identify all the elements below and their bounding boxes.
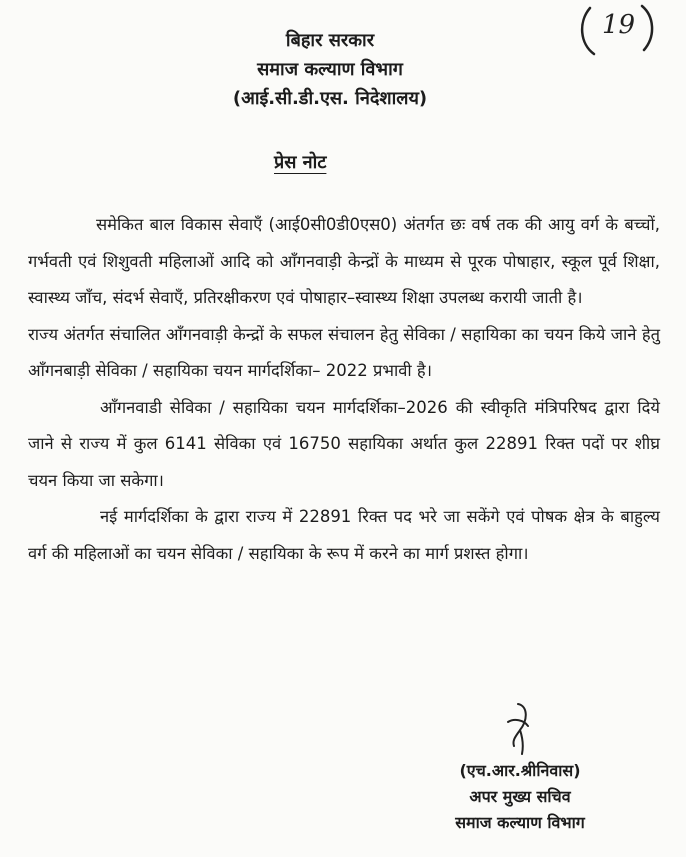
directorate-name: (आई.सी.डी.एस. निदेशालय) <box>232 88 428 109</box>
signature-icon <box>494 700 544 760</box>
signatory-block <box>420 758 620 836</box>
letterhead <box>160 26 500 113</box>
paragraph-2: राज्य अंतर्गत संचालित आँगनवाड़ी केन्द्रों के सफल संचालन हेतु सेविका / सहायिका का चयन किये जाने हेतु आँगनबाड़ी सेविका / सहायिका चयन मार्गदर्शिका– 2022 प्रभावी है। <box>28 324 660 380</box>
page-number-text: 19 <box>602 10 636 40</box>
paragraph-1: समेकित बाल विकास सेवाएँ (आई0सी0डी0एस0) अंतर्गत छः वर्ष तक की आयु वर्ग के बच्चों, गर्भवती एवं शिशुवती महिलाओं आदि को आँगनवाड़ी केन्द्रों के माध्यम से पूरक पोषाहार, स्कूल पूर्व शिक्षा, स्वास्थ्य जाँच, संदर्भ सेवाएँ, प्रतिरक्षीकरण एवं पोषाहार–स्वास्थ्य शिक्षा उपलब्ध करायी जाती है। <box>28 215 660 307</box>
press-note-body <box>28 207 660 572</box>
signatory-designation: अपर मुख्य सचिव <box>469 787 571 806</box>
government-name: बिहार सरकार <box>285 30 375 51</box>
paragraph-4: नई मार्गदर्शिका के द्वारा राज्य में 22891 रिक्त पद भरे जा सकेंगे एवं पोषक क्षेत्र के बाहुल्य वर्ग की महिलाओं का चयन सेविका / सहायिका के रूप में करने का मार्ग प्रशस्त होगा। <box>28 507 660 563</box>
press-note-title: प्रेस नोट <box>274 152 327 173</box>
handwritten-signature <box>494 700 544 760</box>
signatory-name: (एच.आर.श्रीनिवास) <box>459 761 581 780</box>
signatory-department: समाज कल्याण विभाग <box>455 813 585 832</box>
page-number-mark <box>572 2 658 58</box>
department-name: समाज कल्याण विभाग <box>257 59 403 80</box>
paragraph-3: आँगनवाडी सेविका / सहायिका चयन मार्गदर्शिका–2026 की स्वीकृति मंत्रिपरिषद द्वारा दिये जाने से राज्य में कुल 6141 सेविका एवं 16750 सहायिका अर्थात कुल 22891 रिक्त पदों पर शीघ्र चयन किया जा सकेगा। <box>28 397 660 490</box>
